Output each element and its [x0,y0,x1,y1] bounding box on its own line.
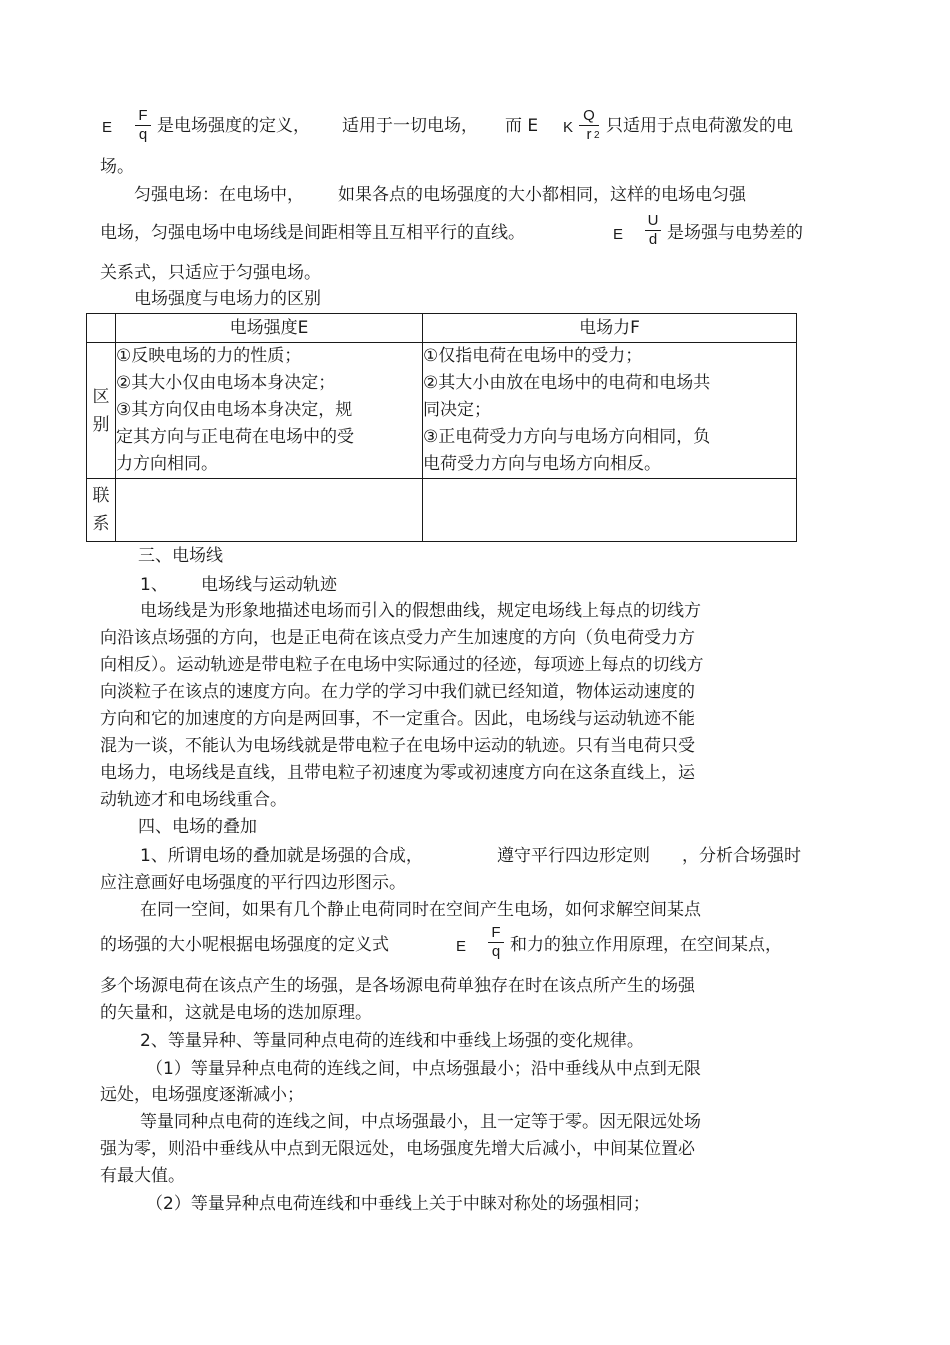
comparison-table [86,313,797,542]
uniform-line2b: 是场强与电势差的 [667,223,803,243]
text-all-fields: 适用于一切电场， [342,116,478,136]
section3-line: 动轨迹才和电场线重合。 [100,790,287,810]
uniform-line1b: 如果各点的电场强度的大小都相同，这样的电场电匀强 [338,185,746,205]
section4-p5c: 有最大值。 [100,1166,185,1186]
denominator: d [648,231,658,248]
uniform-line1a: 匀强电场：在电场中， [134,185,304,205]
fraction-u-over-d [645,213,661,248]
denominator: q [491,943,501,960]
section4-p1a: 1、所谓电场的叠加就是场强的合成， [140,846,423,866]
section4-p4b: 远处，电场强度逐渐减小； [100,1085,304,1105]
row-label-relation: 联系 [87,479,116,542]
corner-cell [87,314,116,343]
section4-p1c: ，分析合场强时 [682,846,801,866]
section3-title: 三、电场线 [138,546,223,566]
cell-e-difference: ①反映电场的力的性质； ②其大小仅由电场本身决定； ③其方向仅由电场本身决定，规 定其方向与正电荷在电场中的受 力方向相同。 [116,343,423,479]
numerator: F [491,924,501,941]
col-header-f: 电场力F [423,314,797,343]
section4-p3: 2、等量异种、等量同种点电荷的连线和中垂线上场强的变化规律。 [140,1031,644,1051]
cell-f-relation [423,479,797,542]
cell-e-relation [116,479,423,542]
numerator: F [138,107,148,124]
section4-p2d: 多个场源电荷在该点产生的场强，是各场源电荷单独存在时在该点所产生的场强 [100,976,695,996]
numerator: U [647,212,659,229]
section4-p5a: 等量同种点电荷的连线之间，中点场强最小，且一定等于零。因无限远处场 [140,1112,701,1132]
section3-line: 混为一谈，不能认为电场线就是带电粒子在电场中运动的轨迹。只有当电荷只受 [100,736,695,756]
exponent: 2 [594,130,600,141]
text-definition: 是电场强度的定义， [157,116,310,136]
section3-line: 电场线是为形象地描述电场而引入的假想曲线，规定电场线上每点的切线方 [140,601,701,621]
section4-p2b: 的场强的大小呢根据电场强度的定义式 [100,935,389,955]
section3-line: 向沿该点场强的方向，也是正电荷在该点受力产生加速度的方向（负电荷受力方 [100,628,695,648]
section4-p1b: 遵守平行四边形定则 [497,846,650,866]
section4-p2a: 在同一空间，如果有几个静止电荷同时在空间产生电场，如何求解空间某点 [140,900,701,920]
numerator: Q [583,107,595,124]
section4-title: 四、电场的叠加 [138,817,257,837]
section4-p5b: 强为零，则沿中垂线从中点到无限远处，电场强度先增大后减小，中间某位置必 [100,1139,695,1159]
section3-line: 向淡粒子在该点的速度方向。在力学的学习中我们就已经知道，物体运动速度的 [100,682,695,702]
uniform-line2: 电场，匀强电场中电场线是间距相等且互相平行的直线。 [100,223,525,243]
text-line2: 场。 [100,157,134,177]
fraction-f-over-q [488,925,504,960]
uniform-line3: 关系式，只适应于匀强电场。 [100,263,321,283]
section4-p4a: （1）等量异种点电荷的连线之间，中点场强最小；沿中垂线从中点到无限 [146,1059,701,1079]
symbol-e: E [102,119,113,136]
cell-f-difference: ①仅指电荷在电场中的受力； ②其大小由放在电场中的电荷和电场共 同决定； ③正电荷受力方向与电场方向相同，负 电荷受力方向与电场方向相反。 [423,343,797,479]
section3-sub-num: 1、 [140,575,168,595]
symbol-e: E [456,938,467,955]
section4-p2c: 和力的独立作用原理，在空间某点， [510,935,782,955]
text-while-e: 而 E [505,116,539,136]
text-point-charge: 只适用于点电荷激发的电 [606,116,793,136]
denominator: q [138,126,148,143]
section3-line: 向相反）。运动轨迹是带电粒子在电场中实际通过的径迹，每项迹上每点的切线方 [100,655,704,675]
denominator: r [586,126,592,143]
fraction-f-over-q [135,108,151,143]
section4-p2e: 的矢量和，这就是电场的迭加原理。 [100,1003,372,1023]
table-caption: 电场强度与电场力的区别 [134,289,321,309]
symbol-k: K [563,119,574,136]
col-header-e: 电场强度E [116,314,423,343]
section4-p1d: 应注意画好电场强度的平行四边形图示。 [100,873,406,893]
section3-line: 电场力，电场线是直线，且带电粒子初速度为零或初速度方向在这条直线上，运 [100,763,695,783]
row-label-difference: 区别 [87,343,116,479]
section3-sub-title: 电场线与运动轨迹 [201,575,337,595]
section3-line: 方向和它的加速度的方向是两回事，不一定重合。因此，电场线与运动轨迹不能 [100,709,695,729]
section4-p6: （2）等量异种点电荷连线和中垂线上关于中睐对称处的场强相同； [146,1194,650,1214]
symbol-e: E [613,226,624,243]
